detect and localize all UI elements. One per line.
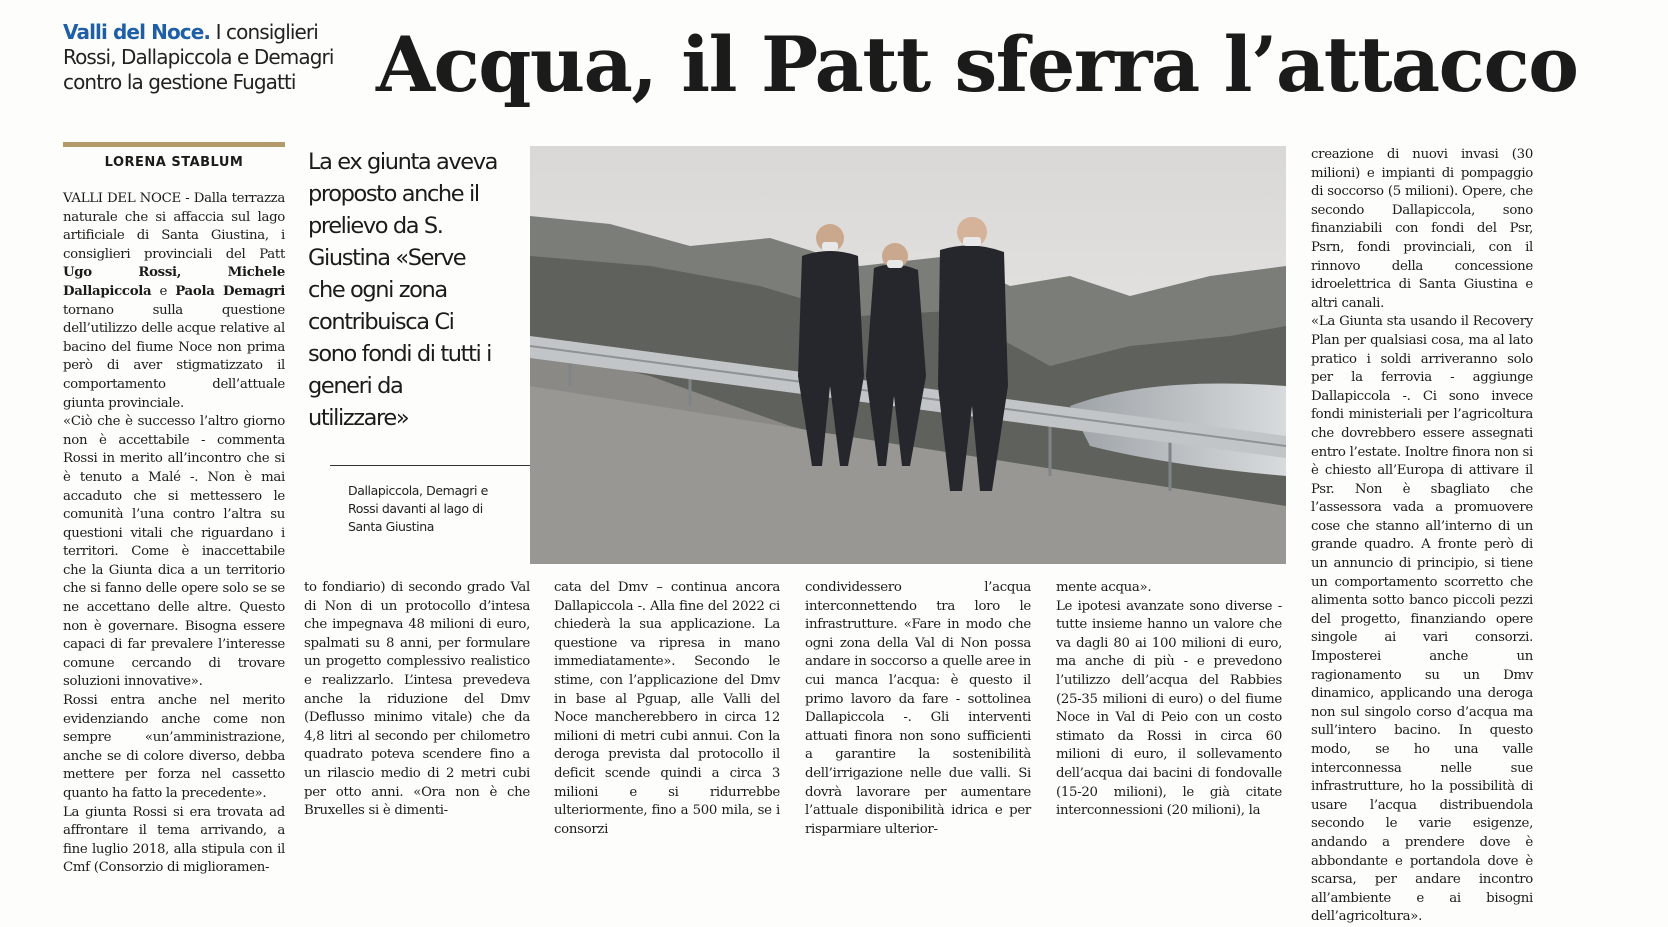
headline: Acqua, il Patt sferra l’attacco	[376, 20, 1578, 109]
text-run: VALLI DEL NOCE - Dalla terrazza naturale che si affaccia sul lago artificiale di Santa Giustina, i consiglieri provinciali del Patt	[63, 191, 285, 262]
caption-rule	[330, 465, 530, 466]
paragraph: mente acqua».	[1056, 580, 1152, 595]
paragraph: «La Giunta sta usando il Recovery Plan per qualsiasi cosa, ma al lato pratico i soldi arriveranno solo per la ferrovia - aggiunge Dallapiccola -. Ci sono invece fondi ministeriali per l’agricoltura che dovrebbero essere assegnati entro l’estate. Inoltre finora non si è chiesto all’Europa di attivare il Psr. Non è sbagliato che l’assessora vada a promuovere cose che stanno all’interno di un grande quadro. A fronte però di un annuncio di principio, si tiene un comportamento scorretto che alimenta sotto banco piccoli pezzi del progetto, finanziando opere singole ai vari consorzi. Imposterei anche un ragionamento su un Dmv dinamico, applicando una deroga non sul singolo corso d’acqua ma sull’intero bacino. In questo modo, se ho una valle interconnessa nelle sue infrastrutture, ho la possibilità di usare l’acqua distribuendola secondo le varie esigenze, andando a prendere dove è abbondante e portandola dove è scarsa, per andare incontro all’ambiente e ai bisogni dell’agricoltura».	[1311, 314, 1533, 925]
paragraph: Rossi entra anche nel merito evidenziando anche come non sempre «un’amministrazione, anche se di colore diverso, debba mettere per forza nel cassetto quanto ha fatto la precedente».	[63, 693, 285, 801]
article-column-4: condividessero l’acqua interconnettendo tra loro le infrastrutture. «Fare in modo che ogni zona della Val di Non possa andare in soccorso a quelle aree in cui manca l’acqua: è questo il primo lavoro da fare - sottolinea Dallapiccola -. Gli interventi attuati finora non sono sufficienti a garantire la sostenibilità dell’irrigazione nelle due valli. Si dovrà lavorare per aumentare l’attuale disponibilità idrica e per risparmiare ulterior-	[805, 580, 1031, 837]
paragraph: Le ipotesi avanzate sono diverse - tutte insieme hanno un valore che va dagli 80 ai 100 milioni di euro, ma anche di più - e prevedono l’utilizzo dell’acqua del Rabbies (25-35 milioni di euro) o del fiume Noce in Val di Peio con un costo stimato da Rossi in circa 60 milioni di euro, il sollevamento dell’acqua dai bacini di fondovalle (15-20 milioni), le già citate interconnessioni (20 milioni), la	[1056, 598, 1282, 819]
paragraph	[63, 190, 285, 413]
article-column-5	[1056, 579, 1282, 821]
article-photo	[530, 146, 1286, 564]
text-run: tornano sulla questione dell’utilizzo delle acque relative al bacino del fiume Noce non prima però di aver stigmatizzato il comportamento dell’attuale giunta provinciale.	[63, 302, 285, 411]
byline: LORENA STABLUM	[104, 155, 244, 170]
paragraph: La giunta Rossi si era trovata ad affrontare il tema arrivando, a fine luglio 2018, alla stipula con il Cmf (Consorzio di miglioramen-	[63, 804, 285, 876]
pull-quote: La ex giunta aveva proposto anche il prelievo da S. Giustina «Serve che ogni zona contribuisca Ci sono fondi di tutti i generi da utilizzare»	[308, 149, 498, 431]
article-column-2: to fondiario) di secondo grado Val di Non di un protocollo d’intesa che impegnava 48 milioni di euro, spalmati su 8 anni, per formulare un progetto complessivo realistico e realizzarlo. L’intesa prevedeva anche la riduzione del Dmv (Deflusso minimo vitale) che da 4,8 litri al secondo per chilometro quadrato poteva scendere fino a un rilascio medio di 2 metri cubi per otto anni. «Ora non è che Bruxelles si è dimenti-	[304, 580, 530, 819]
article-column-6	[1311, 146, 1533, 927]
photo-three-people-by-lake-icon	[530, 146, 1286, 564]
kicker-text: I consiglieri Rossi, Dallapiccola e Demagri contro la gestione Fugatti	[63, 20, 334, 94]
text-run: e	[151, 283, 176, 299]
bold-name: Paola Demagri	[175, 283, 285, 299]
kicker-tag: Valli del Noce.	[63, 20, 211, 44]
photo-caption: Dallapiccola, Demagri e Rossi davanti al lago di Santa Giustina	[348, 483, 488, 534]
article-column-1	[63, 190, 285, 878]
paragraph: «Ciò che è successo l’altro giorno non è accettabile - commenta Rossi in merito all’incontro che si è tenuto a Malé -. Non è mai accaduto che si mettessero le comunità l’una contro l’altra su questioni vitali che riguardano i territori. Come è inaccettabile che la Giunta dica a un territorio che si fanno delle opere solo se se ne accettano delle altre. Questo non è governare. Bisogna essere capaci di far prevalere l’interesse comune cercando di trovare soluzioni innovative».	[63, 414, 285, 690]
byline-rule	[63, 142, 285, 147]
paragraph: creazione di nuovi invasi (30 milioni) e impianti di pompaggio di soccorso (5 milioni). Opere, che secondo Dallapiccola, sono finanziabili con fondi del Psr, Psrn, fondi provinciali, con il rinnovo della concessione idroelettrica di Santa Giustina e altri canali.	[1311, 147, 1533, 311]
kicker	[63, 20, 353, 95]
article-column-3: cata del Dmv – continua ancora Dallapiccola -. Alla fine del 2022 ci chiederà la sua applicazione. La questione va ripresa in mano immediatamente». Secondo le stime, con l’applicazione del Dmv in base al Pguap, alle Valli del Noce mancherebbero in circa 12 milioni di metri cubi annui. Con la deroga prevista dal protocollo il deficit scende quindi a circa 3 milioni e si ridurrebbe ulteriormente, fino a 500 mila, se i consorzi	[554, 580, 780, 837]
bold-name: Ugo Rossi, Michele Dallapiccola	[63, 265, 285, 299]
